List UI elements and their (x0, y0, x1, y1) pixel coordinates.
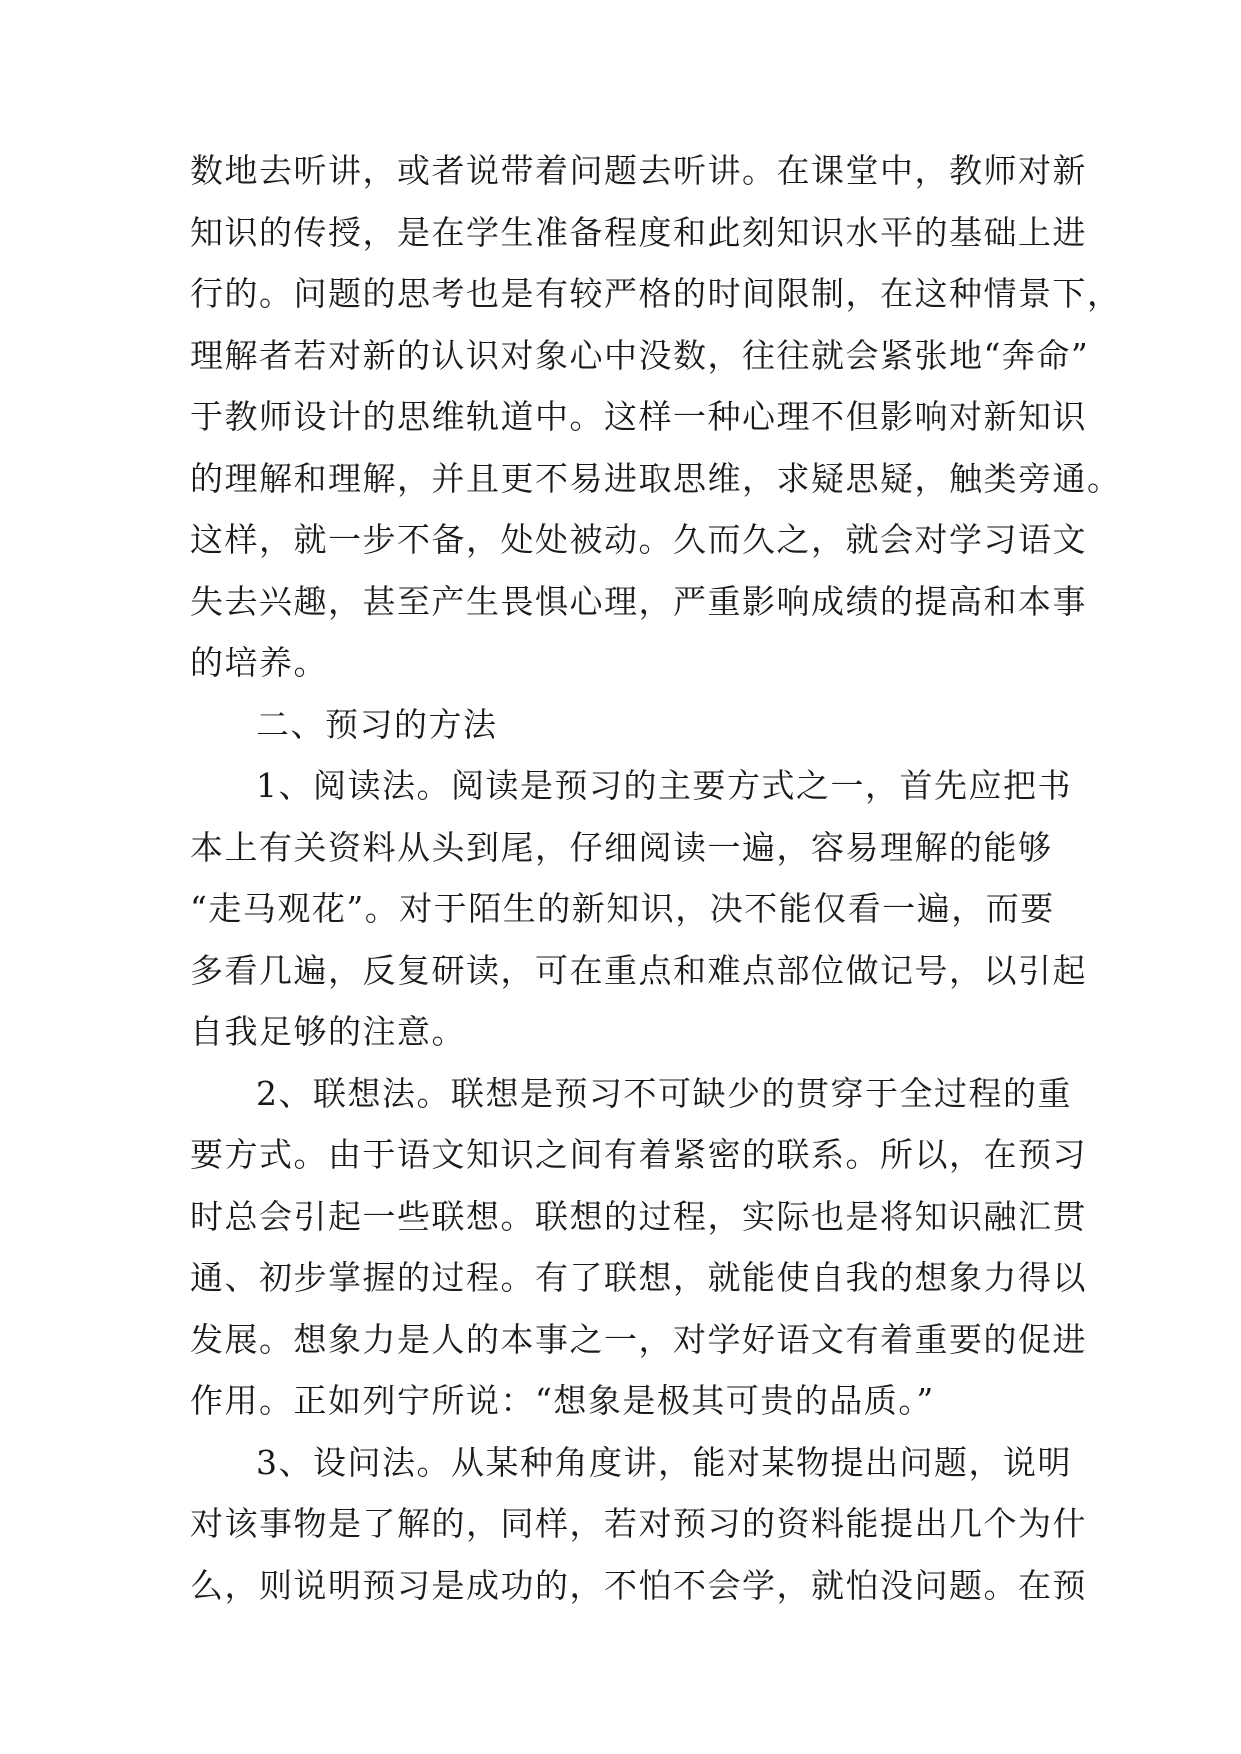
text-line: 多看几遍，反复研读，可在重点和难点部位做记号，以引起 (190, 950, 1087, 990)
document-page (190, 140, 1122, 1616)
paragraph-start-line: 2、联想法。联想是预习不可缺少的贯穿于全过程的重 (256, 1073, 1072, 1113)
text-line: 行的。问题的思考也是有较严格的时间限制，在这种情景下， (190, 274, 1122, 313)
text-line: 通、初步掌握的过程。有了联想，就能使自我的想象力得以 (190, 1258, 1087, 1297)
text-line: 这样，就一步不备，处处被动。久而久之，就会对学习语文 (190, 520, 1087, 559)
text-line: “走马观花”。对于陌生的新知识，决不能仅看一遍，而要 (190, 889, 1055, 928)
text-line: 么，则说明预习是成功的，不怕不会学，就怕没问题。在预 (190, 1565, 1087, 1605)
text-line: 要方式。由于语文知识之间有着紧密的联系。所以，在预习 (190, 1135, 1087, 1174)
text-line: 本上有关资料从头到尾，仔细阅读一遍，容易理解的能够 (190, 827, 1053, 867)
text-line: 对该事物是了解的，同样，若对预习的资料能提出几个为什 (190, 1504, 1087, 1543)
text-line: 发展。想象力是人的本事之一，对学好语文有着重要的促进 (190, 1319, 1087, 1359)
paragraph-start-line: 3、设问法。从某种角度讲，能对某物提出问题，说明 (256, 1442, 1072, 1482)
text-line: 于教师设计的思维轨道中。这样一种心理不但影响对新知识 (190, 397, 1087, 436)
text-line: 的培养。 (190, 643, 328, 682)
text-line: 作用。正如列宁所说：“想象是极其可贵的品质。” (190, 1381, 935, 1420)
paragraph-start-line: 1、阅读法。阅读是预习的主要方式之一，首先应把书 (256, 766, 1072, 805)
text-line: 时总会引起一些联想。联想的过程，实际也是将知识融汇贯 (190, 1196, 1087, 1236)
text-line: 理解者若对新的认识对象心中没数，往往就会紧张地“奔命” (190, 335, 1090, 375)
text-line: 的理解和理解，并且更不易进取思维，求疑思疑，触类旁通。 (190, 458, 1122, 498)
text-line: 数地去听讲，或者说带着问题去听讲。在课堂中，教师对新 (190, 151, 1087, 190)
text-line: 失去兴趣，甚至产生畏惧心理，严重影响成绩的提高和本事 (190, 581, 1087, 621)
text-line: 自我足够的注意。 (190, 1012, 466, 1051)
section-heading: 二、预习的方法 (256, 704, 498, 744)
text-line: 知识的传授，是在学生准备程度和此刻知识水平的基础上进 (190, 212, 1087, 252)
